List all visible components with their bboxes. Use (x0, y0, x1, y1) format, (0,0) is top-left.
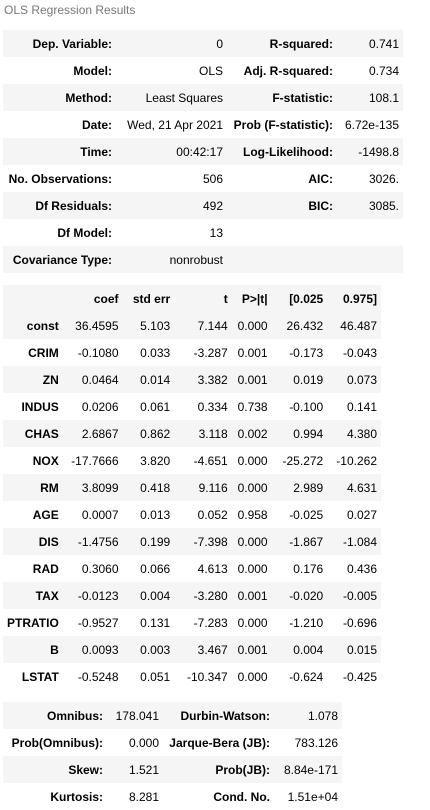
diagnostic-value: 1.521 (128, 762, 159, 777)
coef-column-header: P>|t| (241, 291, 268, 306)
summary-value: 13 (209, 225, 223, 240)
diagnostic-label: Kurtosis: (50, 789, 103, 804)
diagnostics-table (3, 702, 342, 810)
summary-label: Df Model: (57, 225, 112, 240)
coef-cell: 0.001 (237, 372, 268, 387)
coef-row (3, 339, 381, 366)
coef-cell: 0.027 (346, 507, 377, 522)
summary-value: 506 (202, 171, 223, 186)
coef-variable-name: AGE (32, 507, 59, 522)
summary-value: 0.734 (368, 63, 399, 78)
coef-cell: -1.084 (342, 534, 377, 549)
diagnostic-label: Omnibus: (47, 708, 103, 723)
results-caption: OLS Regression Results (4, 3, 136, 17)
coef-cell: 0.436 (346, 561, 377, 576)
coef-variable-name: PTRATIO (7, 615, 59, 630)
coef-cell: 0.019 (293, 372, 324, 387)
coef-cell: 0.738 (237, 399, 268, 414)
coef-cell: -0.425 (342, 669, 377, 684)
model-summary-table (3, 30, 403, 273)
coef-row (3, 447, 381, 474)
coef-cell: -0.100 (289, 399, 324, 414)
coef-cell: 36.4595 (75, 318, 119, 333)
coef-cell: 0.001 (237, 588, 268, 603)
coef-cell: 5.103 (140, 318, 171, 333)
summary-value: 492 (202, 198, 223, 213)
coef-cell: 0.000 (237, 615, 268, 630)
coef-cell: 3.118 (198, 426, 228, 441)
coef-cell: -7.398 (193, 534, 228, 549)
coef-cell: 0.004 (293, 642, 324, 657)
coef-cell: 0.141 (346, 399, 377, 414)
summary-label: Df Residuals: (35, 198, 112, 213)
summary-label (227, 219, 337, 246)
coef-cell: 4.380 (346, 426, 377, 441)
diagnostic-value: 178.041 (115, 708, 159, 723)
coef-cell: 0.013 (140, 507, 171, 522)
coef-cell: -0.025 (289, 507, 324, 522)
coef-row (3, 366, 381, 393)
summary-value: 0.741 (368, 36, 399, 51)
coef-cell: -17.7666 (71, 453, 119, 468)
summary-value: Wed, 21 Apr 2021 (127, 117, 223, 132)
coef-cell: 0.000 (237, 318, 268, 333)
coef-column-header: [0.025 (289, 291, 324, 306)
coef-cell: 3.820 (140, 453, 171, 468)
coef-cell: 0.958 (237, 507, 268, 522)
coef-cell: 46.487 (340, 318, 377, 333)
summary-label: F-statistic: (272, 90, 333, 105)
summary-label: Model: (73, 63, 112, 78)
coef-cell: 4.613 (197, 561, 228, 576)
summary-row (3, 138, 403, 165)
summary-row (3, 84, 403, 111)
coef-cell: 0.003 (140, 642, 171, 657)
coef-cell: -0.020 (289, 588, 324, 603)
coef-row (3, 609, 381, 636)
coef-cell: 26.432 (286, 318, 324, 333)
summary-label (227, 246, 337, 273)
coef-row (3, 393, 381, 420)
coef-variable-name: TAX (35, 588, 59, 603)
coef-row (3, 312, 381, 339)
coef-cell: 0.000 (237, 561, 268, 576)
diagnostic-row (3, 756, 342, 783)
coef-header-row (3, 285, 381, 312)
summary-label: AIC: (308, 171, 333, 186)
coef-row (3, 501, 381, 528)
coef-cell: -0.1080 (77, 345, 119, 360)
summary-value: OLS (198, 63, 223, 78)
coef-cell: 0.061 (140, 399, 171, 414)
summary-value: Least Squares (145, 90, 223, 105)
coefficients-table (3, 285, 381, 690)
coef-row (3, 663, 381, 690)
coef-cell: 0.033 (140, 345, 171, 360)
coef-cell: -0.696 (342, 615, 377, 630)
coef-cell: -3.287 (193, 345, 228, 360)
coef-cell: 3.8099 (81, 480, 119, 495)
coef-row (3, 528, 381, 555)
coef-variable-name: DIS (38, 534, 59, 549)
coef-column-header: std err (132, 291, 171, 306)
summary-row (3, 246, 403, 273)
summary-row (3, 219, 403, 246)
summary-value (337, 219, 403, 246)
diagnostic-label: Durbin-Watson: (180, 708, 270, 723)
coef-cell: -0.624 (289, 669, 324, 684)
summary-row (3, 57, 403, 84)
coef-cell: -10.262 (336, 453, 377, 468)
diagnostic-value: 8.84e-171 (283, 762, 338, 777)
summary-label: Prob (F-statistic): (233, 117, 333, 132)
coef-cell: 0.131 (140, 615, 171, 630)
coef-cell: 4.631 (346, 480, 377, 495)
coef-cell: 0.199 (140, 534, 171, 549)
summary-row (3, 192, 403, 219)
coef-cell: -0.005 (342, 588, 377, 603)
summary-label: R-squared: (269, 36, 333, 51)
coef-variable-name: CRIM (28, 345, 59, 360)
coef-cell: 0.0464 (81, 372, 119, 387)
coef-row (3, 420, 381, 447)
summary-row (3, 165, 403, 192)
coef-cell: 7.144 (197, 318, 228, 333)
coef-cell: -0.043 (342, 345, 377, 360)
coef-cell: -4.651 (193, 453, 228, 468)
coef-cell: 0.002 (237, 426, 268, 441)
coef-cell: -0.9527 (77, 615, 119, 630)
diagnostic-value: 1.078 (307, 708, 338, 723)
coef-cell: -1.867 (289, 534, 324, 549)
summary-value: 00:42:17 (176, 144, 223, 159)
diagnostic-value: 1.51e+04 (287, 789, 338, 804)
summary-row (3, 111, 403, 138)
summary-label: No. Observations: (8, 171, 112, 186)
summary-value: 3085. (368, 198, 399, 213)
summary-value: nonrobust (169, 252, 223, 267)
summary-value: -1498.8 (358, 144, 399, 159)
coef-variable-name: RAD (32, 561, 59, 576)
coef-cell: 0.176 (293, 561, 324, 576)
diagnostic-label: Jarque-Bera (JB): (169, 735, 270, 750)
coef-cell: 0.004 (140, 588, 171, 603)
summary-label: Adj. R-squared: (243, 63, 333, 78)
diagnostic-value: 783.126 (294, 735, 338, 750)
coef-cell: 0.000 (237, 669, 268, 684)
diagnostic-row (3, 702, 342, 729)
diagnostic-label: Prob(JB): (215, 762, 270, 777)
coef-cell: 0.073 (346, 372, 377, 387)
coef-cell: 2.989 (293, 480, 324, 495)
summary-label: Covariance Type: (12, 252, 112, 267)
summary-label: Date: (81, 117, 112, 132)
coef-cell: -0.173 (289, 345, 324, 360)
coef-cell: -3.280 (193, 588, 228, 603)
coef-cell: 0.994 (293, 426, 324, 441)
diagnostic-label: Cond. No. (213, 789, 270, 804)
coef-variable-name: NOX (32, 453, 59, 468)
summary-value (337, 246, 403, 273)
diagnostic-label: Prob(Omnibus): (11, 735, 103, 750)
coef-cell: -7.283 (193, 615, 228, 630)
summary-label: Time: (80, 144, 112, 159)
diagnostic-label: Skew: (68, 762, 103, 777)
coef-cell: -1.210 (289, 615, 324, 630)
summary-value: 3026. (368, 171, 399, 186)
coef-row (3, 636, 381, 663)
coef-cell: -25.272 (282, 453, 324, 468)
coef-cell: 0.334 (197, 399, 228, 414)
diagnostic-value: 0.000 (128, 735, 159, 750)
summary-value: 108.1 (368, 90, 399, 105)
coef-cell: 0.066 (140, 561, 171, 576)
coef-cell: 0.418 (140, 480, 171, 495)
summary-row (3, 30, 403, 57)
coef-cell: -1.4756 (77, 534, 119, 549)
coef-cell: 0.000 (237, 480, 268, 495)
coef-variable-name: ZN (42, 372, 59, 387)
coef-row (3, 474, 381, 501)
coef-cell: 0.000 (237, 534, 268, 549)
coef-cell: 0.014 (140, 372, 171, 387)
coef-variable-name: INDUS (21, 399, 59, 414)
diagnostic-value: 8.281 (128, 789, 159, 804)
coef-cell: 0.015 (346, 642, 377, 657)
coef-cell: 0.001 (237, 642, 268, 657)
coef-cell: 0.0007 (81, 507, 119, 522)
diagnostic-row (3, 729, 342, 756)
coef-column-header (3, 285, 63, 312)
coef-variable-name: CHAS (24, 426, 59, 441)
coef-cell: -0.5248 (77, 669, 119, 684)
coef-column-header: 0.975] (342, 291, 377, 306)
coef-cell: 3.467 (197, 642, 228, 657)
diagnostic-row (3, 783, 342, 810)
coef-cell: 0.862 (140, 426, 171, 441)
summary-value: 0 (216, 36, 223, 51)
coef-cell: 9.116 (198, 480, 228, 495)
summary-label: Dep. Variable: (32, 36, 112, 51)
coef-variable-name: B (50, 642, 59, 657)
summary-value: 6.72e-135 (344, 117, 399, 132)
coef-column-header: coef (93, 291, 119, 306)
summary-label: Log-Likelihood: (243, 144, 333, 159)
coef-variable-name: const (26, 318, 59, 333)
coef-cell: 3.382 (197, 372, 228, 387)
coef-cell: -0.0123 (77, 588, 119, 603)
coef-row (3, 582, 381, 609)
summary-label: Method: (65, 90, 112, 105)
coef-row (3, 555, 381, 582)
coef-cell: 0.000 (237, 453, 268, 468)
coef-cell: 0.051 (140, 669, 171, 684)
summary-label: BIC: (308, 198, 333, 213)
coef-variable-name: RM (40, 480, 59, 495)
coef-cell: 0.0093 (81, 642, 119, 657)
coef-cell: 2.6867 (81, 426, 119, 441)
coef-cell: 0.052 (197, 507, 228, 522)
coef-cell: 0.3060 (81, 561, 119, 576)
coef-variable-name: LSTAT (21, 669, 59, 684)
coef-cell: 0.0206 (81, 399, 119, 414)
coef-column-header: t (223, 291, 228, 306)
coef-cell: 0.001 (237, 345, 268, 360)
coef-cell: -10.347 (187, 669, 228, 684)
